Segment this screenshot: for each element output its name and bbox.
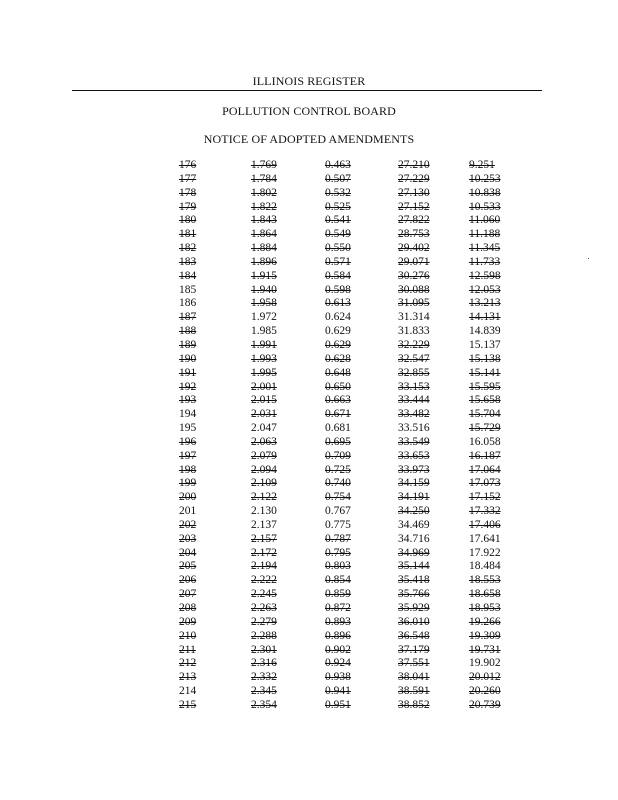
table-cell: 185 bbox=[179, 283, 197, 296]
table-cell: 200 bbox=[179, 491, 197, 504]
table-cell: 0.613 bbox=[325, 297, 351, 310]
table-cell: 186 bbox=[179, 297, 197, 310]
table-cell: 33.549 bbox=[398, 435, 430, 448]
table-row bbox=[0, 450, 618, 464]
table-cell: 31.314 bbox=[398, 311, 430, 324]
scan-speck bbox=[588, 258, 589, 259]
table-cell: 2.194 bbox=[251, 560, 277, 573]
table-cell: 0.671 bbox=[325, 408, 351, 421]
table-cell: 17.073 bbox=[469, 477, 501, 490]
table-cell: 197 bbox=[179, 449, 197, 462]
table-row bbox=[0, 159, 618, 173]
table-cell: 28.753 bbox=[398, 228, 430, 241]
table-cell: 33.516 bbox=[398, 422, 430, 435]
register-title: ILLINOIS REGISTER bbox=[252, 74, 366, 88]
table-cell: 19.309 bbox=[469, 629, 501, 642]
table-cell: 204 bbox=[179, 546, 197, 559]
table-cell: 203 bbox=[179, 532, 197, 545]
table-cell: 9.251 bbox=[469, 159, 495, 171]
table-cell: 201 bbox=[179, 505, 197, 518]
table-cell: 33.153 bbox=[398, 380, 430, 393]
table-row bbox=[0, 699, 618, 713]
table-cell: 0.725 bbox=[325, 463, 351, 476]
table-cell: 27.210 bbox=[398, 159, 430, 171]
table-cell: 192 bbox=[179, 380, 197, 393]
table-row bbox=[0, 311, 618, 325]
table-cell: 212 bbox=[179, 657, 197, 670]
table-cell: 35.144 bbox=[398, 560, 430, 573]
table-cell: 18.658 bbox=[469, 588, 501, 601]
table-cell: 183 bbox=[179, 255, 197, 268]
table-cell: 213 bbox=[179, 671, 197, 684]
table-cell: 0.681 bbox=[325, 422, 351, 435]
table-cell: 0.695 bbox=[325, 435, 351, 448]
table-row bbox=[0, 574, 618, 588]
table-cell: 0.938 bbox=[325, 671, 351, 684]
table-row bbox=[0, 491, 618, 505]
table-cell: 12.598 bbox=[469, 269, 501, 282]
table-cell: 1.915 bbox=[251, 269, 277, 282]
table-cell: 208 bbox=[179, 602, 197, 614]
table-row bbox=[0, 408, 618, 422]
table-cell: 19.731 bbox=[469, 643, 501, 656]
table-cell: 17.332 bbox=[469, 505, 501, 518]
notice-title: NOTICE OF ADOPTED AMENDMENTS bbox=[203, 132, 415, 146]
table-cell: 19.902 bbox=[469, 657, 501, 670]
table-row bbox=[0, 270, 618, 284]
table-cell: 2.130 bbox=[251, 505, 277, 518]
table-cell: 0.787 bbox=[325, 532, 351, 545]
table-cell: 198 bbox=[179, 463, 197, 476]
table-cell: 0.941 bbox=[325, 685, 351, 698]
table-cell: 18.953 bbox=[469, 602, 501, 614]
table-cell: 16.058 bbox=[469, 435, 501, 448]
table-row bbox=[0, 519, 618, 533]
table-cell: 29.071 bbox=[398, 255, 430, 268]
table-cell: 15.658 bbox=[469, 394, 501, 407]
table-cell: 0.629 bbox=[325, 325, 351, 338]
table-cell: 12.053 bbox=[469, 283, 501, 296]
table-row bbox=[0, 284, 618, 298]
table-cell: 15.137 bbox=[469, 338, 501, 351]
table-cell: 34.191 bbox=[398, 491, 430, 504]
table-cell: 1.972 bbox=[251, 311, 277, 324]
table-cell: 34.716 bbox=[398, 532, 430, 545]
table-cell: 1.784 bbox=[251, 172, 277, 185]
table-cell: 38.041 bbox=[398, 671, 430, 684]
table-row bbox=[0, 588, 618, 602]
data-table bbox=[0, 159, 618, 713]
table-row bbox=[0, 464, 618, 478]
table-cell: 2.094 bbox=[251, 463, 277, 476]
table-cell: 0.463 bbox=[325, 159, 351, 171]
table-cell: 37.179 bbox=[398, 643, 430, 656]
table-cell: 38.591 bbox=[398, 685, 430, 698]
table-cell: 2.288 bbox=[251, 629, 277, 642]
table-cell: 2.122 bbox=[251, 491, 277, 504]
table-cell: 20.012 bbox=[469, 671, 501, 684]
table-cell: 36.548 bbox=[398, 629, 430, 642]
table-cell: 0.896 bbox=[325, 629, 351, 642]
table-cell: 1.884 bbox=[251, 242, 277, 255]
table-row bbox=[0, 657, 618, 671]
table-cell: 2.172 bbox=[251, 546, 277, 559]
table-cell: 30.088 bbox=[398, 283, 430, 296]
table-cell: 36.010 bbox=[398, 615, 430, 628]
table-cell: 191 bbox=[179, 366, 197, 379]
table-cell: 0.541 bbox=[325, 214, 351, 227]
table-row bbox=[0, 353, 618, 367]
table-cell: 38.852 bbox=[398, 698, 430, 711]
table-cell: 20.260 bbox=[469, 685, 501, 698]
table-cell: 17.641 bbox=[469, 532, 501, 545]
table-cell: 34.159 bbox=[398, 477, 430, 490]
table-cell: 35.929 bbox=[398, 602, 430, 614]
table-cell: 15.729 bbox=[469, 422, 501, 435]
table-cell: 33.653 bbox=[398, 449, 430, 462]
table-cell: 2.079 bbox=[251, 449, 277, 462]
table-cell: 34.250 bbox=[398, 505, 430, 518]
table-cell: 189 bbox=[179, 338, 197, 351]
table-cell: 27.229 bbox=[398, 172, 430, 185]
table-cell: 180 bbox=[179, 214, 197, 227]
table-cell: 199 bbox=[179, 477, 197, 490]
table-cell: 1.769 bbox=[251, 159, 277, 171]
table-cell: 17.152 bbox=[469, 491, 501, 504]
table-row bbox=[0, 242, 618, 256]
table-row bbox=[0, 630, 618, 644]
table-cell: 0.663 bbox=[325, 394, 351, 407]
table-cell: 1.843 bbox=[251, 214, 277, 227]
table-cell: 2.015 bbox=[251, 394, 277, 407]
table-cell: 1.993 bbox=[251, 352, 277, 365]
table-cell: 1.896 bbox=[251, 255, 277, 268]
table-cell: 0.525 bbox=[325, 200, 351, 213]
header-rule bbox=[72, 90, 542, 91]
table-cell: 0.924 bbox=[325, 657, 351, 670]
table-cell: 31.095 bbox=[398, 297, 430, 310]
table-cell: 14.131 bbox=[469, 311, 501, 324]
table-cell: 195 bbox=[179, 422, 197, 435]
table-cell: 2.109 bbox=[251, 477, 277, 490]
table-cell: 0.859 bbox=[325, 588, 351, 601]
table-cell: 35.418 bbox=[398, 574, 430, 587]
table-row bbox=[0, 505, 618, 519]
table-row bbox=[0, 339, 618, 353]
table-cell: 33.973 bbox=[398, 463, 430, 476]
table-cell: 30.276 bbox=[398, 269, 430, 282]
table-cell: 2.263 bbox=[251, 602, 277, 614]
table-row bbox=[0, 477, 618, 491]
table-cell: 10.533 bbox=[469, 200, 501, 213]
table-cell: 179 bbox=[179, 200, 197, 213]
table-row bbox=[0, 325, 618, 339]
table-cell: 0.549 bbox=[325, 228, 351, 241]
table-row bbox=[0, 602, 618, 616]
table-cell: 2.316 bbox=[251, 657, 277, 670]
table-row bbox=[0, 187, 618, 201]
table-row bbox=[0, 644, 618, 658]
table-cell: 206 bbox=[179, 574, 197, 587]
table-cell: 0.872 bbox=[325, 602, 351, 614]
table-cell: 0.795 bbox=[325, 546, 351, 559]
table-cell: 17.406 bbox=[469, 518, 501, 531]
table-cell: 2.047 bbox=[251, 422, 277, 435]
table-cell: 1.802 bbox=[251, 186, 277, 199]
table-cell: 2.245 bbox=[251, 588, 277, 601]
table-cell: 0.767 bbox=[325, 505, 351, 518]
table-cell: 2.222 bbox=[251, 574, 277, 587]
table-cell: 209 bbox=[179, 615, 197, 628]
table-cell: 1.940 bbox=[251, 283, 277, 296]
table-cell: 0.550 bbox=[325, 242, 351, 255]
table-cell: 16.187 bbox=[469, 449, 501, 462]
table-cell: 190 bbox=[179, 352, 197, 365]
table-cell: 35.766 bbox=[398, 588, 430, 601]
table-cell: 2.157 bbox=[251, 532, 277, 545]
table-row bbox=[0, 560, 618, 574]
table-cell: 188 bbox=[179, 325, 197, 338]
table-cell: 181 bbox=[179, 228, 197, 241]
table-cell: 11.733 bbox=[469, 255, 501, 268]
table-cell: 1.995 bbox=[251, 366, 277, 379]
table-cell: 15.138 bbox=[469, 352, 501, 365]
table-cell: 0.854 bbox=[325, 574, 351, 587]
table-cell: 10.838 bbox=[469, 186, 501, 199]
table-cell: 33.444 bbox=[398, 394, 430, 407]
table-cell: 10.253 bbox=[469, 172, 501, 185]
table-cell: 0.951 bbox=[325, 698, 351, 711]
table-cell: 27.130 bbox=[398, 186, 430, 199]
table-cell: 0.584 bbox=[325, 269, 351, 282]
table-cell: 0.571 bbox=[325, 255, 351, 268]
table-cell: 2.345 bbox=[251, 685, 277, 698]
table-cell: 176 bbox=[179, 159, 197, 171]
table-cell: 205 bbox=[179, 560, 197, 573]
table-cell: 0.598 bbox=[325, 283, 351, 296]
table-cell: 32.547 bbox=[398, 352, 430, 365]
table-cell: 11.060 bbox=[469, 214, 501, 227]
table-cell: 0.775 bbox=[325, 518, 351, 531]
table-cell: 34.469 bbox=[398, 518, 430, 531]
table-cell: 177 bbox=[179, 172, 197, 185]
table-cell: 29.402 bbox=[398, 242, 430, 255]
table-cell: 215 bbox=[179, 698, 197, 711]
table-cell: 18.553 bbox=[469, 574, 501, 587]
table-cell: 33.482 bbox=[398, 408, 430, 421]
table-row bbox=[0, 533, 618, 547]
table-cell: 0.624 bbox=[325, 311, 351, 324]
table-cell: 1.864 bbox=[251, 228, 277, 241]
table-cell: 34.969 bbox=[398, 546, 430, 559]
table-cell: 2.354 bbox=[251, 698, 277, 711]
table-cell: 0.650 bbox=[325, 380, 351, 393]
table-cell: 211 bbox=[179, 643, 196, 656]
board-name: POLLUTION CONTROL BOARD bbox=[222, 104, 396, 118]
table-row bbox=[0, 671, 618, 685]
table-cell: 1.991 bbox=[251, 338, 277, 351]
table-cell: 18.484 bbox=[469, 560, 501, 573]
table-cell: 27.152 bbox=[398, 200, 430, 213]
table-cell: 182 bbox=[179, 242, 197, 255]
table-cell: 15.141 bbox=[469, 366, 501, 379]
table-row bbox=[0, 547, 618, 561]
table-cell: 0.507 bbox=[325, 172, 351, 185]
table-cell: 1.985 bbox=[251, 325, 277, 338]
table-cell: 184 bbox=[179, 269, 197, 282]
table-cell: 1.958 bbox=[251, 297, 277, 310]
table-cell: 0.709 bbox=[325, 449, 351, 462]
table-cell: 187 bbox=[179, 311, 197, 324]
table-cell: 2.279 bbox=[251, 615, 277, 628]
table-row bbox=[0, 297, 618, 311]
table-cell: 210 bbox=[179, 629, 197, 642]
table-cell: 11.345 bbox=[469, 242, 501, 255]
table-row bbox=[0, 228, 618, 242]
table-cell: 2.137 bbox=[251, 518, 277, 531]
table-row bbox=[0, 685, 618, 699]
table-row bbox=[0, 201, 618, 215]
table-cell: 0.532 bbox=[325, 186, 351, 199]
table-cell: 1.822 bbox=[251, 200, 277, 213]
table-cell: 20.739 bbox=[469, 698, 501, 711]
table-cell: 0.754 bbox=[325, 491, 351, 504]
table-cell: 0.740 bbox=[325, 477, 351, 490]
table-cell: 27.822 bbox=[398, 214, 430, 227]
table-cell: 196 bbox=[179, 435, 197, 448]
table-cell: 2.301 bbox=[251, 643, 277, 656]
table-cell: 2.031 bbox=[251, 408, 277, 421]
table-cell: 0.893 bbox=[325, 615, 351, 628]
table-cell: 19.266 bbox=[469, 615, 501, 628]
table-cell: 0.803 bbox=[325, 560, 351, 573]
table-cell: 0.628 bbox=[325, 352, 351, 365]
table-cell: 207 bbox=[179, 588, 197, 601]
table-row bbox=[0, 422, 618, 436]
table-cell: 0.629 bbox=[325, 338, 351, 351]
table-cell: 0.902 bbox=[325, 643, 351, 656]
table-row bbox=[0, 394, 618, 408]
table-cell: 14.839 bbox=[469, 325, 501, 338]
table-row bbox=[0, 381, 618, 395]
table-cell: 17.922 bbox=[469, 546, 501, 559]
table-cell: 2.001 bbox=[251, 380, 277, 393]
table-cell: 193 bbox=[179, 394, 197, 407]
table-row bbox=[0, 173, 618, 187]
table-cell: 31.833 bbox=[398, 325, 430, 338]
table-cell: 32.855 bbox=[398, 366, 430, 379]
table-cell: 37.551 bbox=[398, 657, 430, 670]
table-cell: 32.229 bbox=[398, 338, 430, 351]
table-cell: 0.648 bbox=[325, 366, 351, 379]
table-row bbox=[0, 436, 618, 450]
table-cell: 15.595 bbox=[469, 380, 501, 393]
table-cell: 2.332 bbox=[251, 671, 277, 684]
table-cell: 17.064 bbox=[469, 463, 501, 476]
table-cell: 13.213 bbox=[469, 297, 501, 310]
table-cell: 15.704 bbox=[469, 408, 501, 421]
table-cell: 202 bbox=[179, 518, 197, 531]
table-row bbox=[0, 367, 618, 381]
table-row bbox=[0, 214, 618, 228]
table-cell: 194 bbox=[179, 408, 197, 421]
table-cell: 11.188 bbox=[469, 228, 501, 241]
table-row bbox=[0, 256, 618, 270]
table-cell: 178 bbox=[179, 186, 197, 199]
table-cell: 214 bbox=[179, 685, 197, 698]
table-row bbox=[0, 616, 618, 630]
table-cell: 2.063 bbox=[251, 435, 277, 448]
